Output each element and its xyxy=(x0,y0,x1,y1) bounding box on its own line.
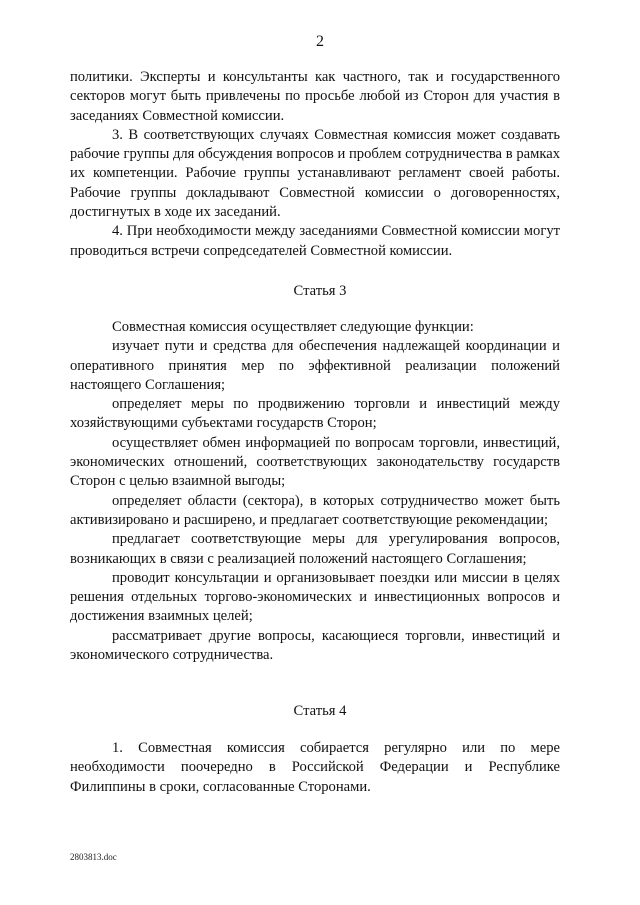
paragraph: проводит консультации и организовывает поездки или миссии в целях решения отдельных торгово-экономических и инвестиционных вопросов и достижения взаимных целей; xyxy=(70,569,560,625)
article2-continuation xyxy=(70,68,560,261)
paragraph: 1. Совместная комиссия собирается регулярно или по мере необходимости поочередно в Российской Федерации и Республике Филиппины в сроки, согласованные Сторонами. xyxy=(70,740,560,795)
paragraph: изучает пути и средства для обеспечения надлежащей координации и оперативного принятия мер по эффективной реализации положений настоящего Соглашения; xyxy=(70,338,560,393)
file-name-footer: 2803813.doc xyxy=(70,852,117,862)
paragraph: рассматривает другие вопросы, касающиеся торговли, инвестиций и экономического сотрудничества. xyxy=(70,627,560,664)
page-number: 2 xyxy=(316,33,324,50)
article3-body xyxy=(70,318,560,665)
article4-heading: Статья 4 xyxy=(293,703,347,719)
article4-body xyxy=(70,739,560,797)
paragraph: предлагает соответствующие меры для урегулирования вопросов, возникающих в связи с реализацией положений настоящего Соглашения; xyxy=(70,531,560,567)
paragraph: осуществляет обмен информацией по вопросам торговли, инвестиций, экономических отношений, соответствующих законодательству государств Сторон с целью взаимной выгоды; xyxy=(70,434,560,490)
article3-heading: Статья 3 xyxy=(293,283,347,299)
paragraph: Совместная комиссия осуществляет следующие функции: xyxy=(112,319,474,335)
paragraph: 3. В соответствующих случаях Совместная комиссия может создавать рабочие группы для обсуждения вопросов и проблем сотрудничества в рамках их компетенции. Рабочие группы устанавливают регламент своей работы. Рабочие группы докладывают Совместной комиссии о договоренностях, достигнутых в ходе их заседаний. xyxy=(70,126,560,221)
paragraph: определяет меры по продвижению торговли и инвестиций между хозяйствующими субъектами государств Сторон; xyxy=(70,396,560,432)
paragraph: определяет области (сектора), в которых сотрудничество может быть активизировано и расширено, и предлагает соответствующие рекомендации; xyxy=(70,492,560,528)
paragraph: политики. Эксперты и консультанты как частного, так и государственного секторов могут быть привлечены по просьбе любой из Сторон для участия в заседаниях Совместной комиссии. xyxy=(70,69,560,124)
paragraph: 4. При необходимости между заседаниями Совместной комиссии могут проводиться встречи сопредседателей Совместной комиссии. xyxy=(70,223,560,259)
